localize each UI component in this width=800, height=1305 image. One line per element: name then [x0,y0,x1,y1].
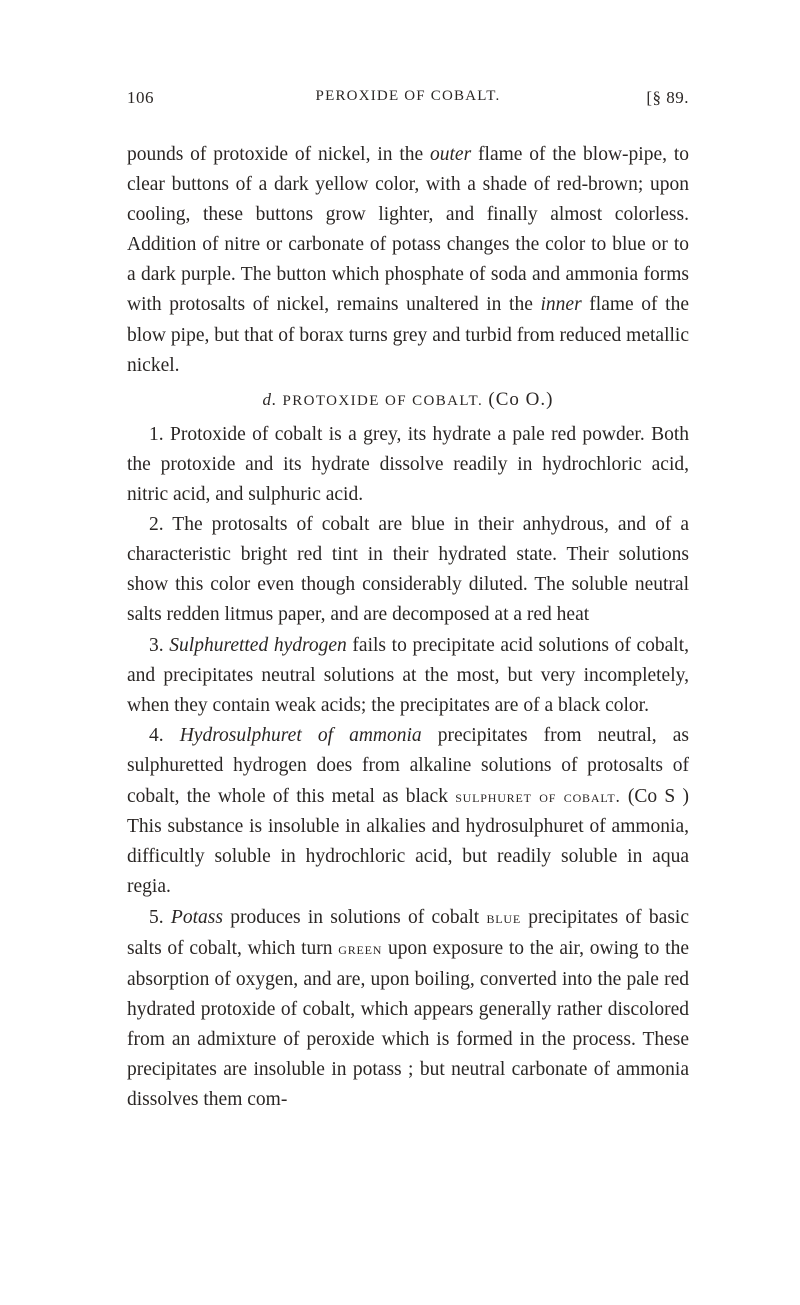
heading-formula: (Co O.) [488,388,554,410]
section-reference: [§ 89. [646,88,689,107]
emphasis-outer: outer [430,144,472,165]
smallcaps-green: green [338,938,383,959]
page-body [127,140,689,1115]
paragraph-5: 5. Potass produces in solutions of cobalt blue precipitates of basic salts of cobalt, which turn green upon exposure to the air, owing to the absorption of oxygen, and are, upon boiling, converted into the pale red hydrated protoxide of cobalt, which appears generally rather discolored from an admixture of peroxide which is formed in the process. These precipitates are insoluble in potass ; but neutral carbonate of ammonia dissolves them com- [127,907,689,1110]
emphasis-inner: inner [540,294,582,316]
paragraph-2: 2. The protosalts of cobalt are blue in their anhydrous, and of a characteristic bright red tint in their hydrated state. Their solutions show this color even though considerably diluted. The soluble neutral salts redden litmus paper, and are decomposed at a red heat [127,514,689,626]
paragraph-3: 3. Sulphuretted hydrogen fails to precipitate acid solutions of cobalt, and precipitates neutral solutions at the most, but very incompletely, when they contain weak acids; the precipitates are of a black color. [127,634,689,716]
smallcaps-sulphuret: sulphuret of cobalt. [455,785,621,806]
paragraph-4: 4. Hydrosulphuret of ammonia precipitates from neutral, as sulphuretted hydrogen does from alkaline solutions of protosalts of cobalt, the whole of this metal as black sulphuret of cobalt. (Co S ) This substance is insoluble in alkalies and hydrosulphuret of ammonia, difficultly soluble in hydrochloric acid, but readily soluble in aqua regia. [127,724,689,898]
heading-title: PROTOXIDE OF COBALT. [282,392,484,409]
smallcaps-blue: blue [486,907,521,928]
paragraph-continuation: pounds of protoxide of nickel, in the outer flame of the blow-pipe, to clear buttons of a dark yellow color, with a shade of red-brown; upon cooling, these buttons grow lighter, and finally almost colorless. Addition of nitre or carbonate of potass changes the color to blue or to a dark purple. The button which phosphate of soda and ammonia forms with protosalts of nickel, remains unaltered in the inner flame of the blow pipe, but that of borax turns grey and turbid from reduced metallic nickel. [127,144,689,376]
paragraph-1: 1. Protoxide of cobalt is a grey, its hydrate a pale red powder. Both the protoxide and its hydrate dissolve readily in hydrochloric acid, nitric acid, and sulphuric acid. [127,423,689,506]
page-number: 106 [127,88,154,107]
section-heading [127,385,689,416]
running-title: PEROXIDE OF COBALT. [315,88,501,104]
emphasis-potass: Potass [170,907,223,929]
emphasis-hydrosulphuret: Hydrosulphuret of ammonia [179,724,422,746]
emphasis-sulphuretted-hydrogen: Sulphuretted hydrogen [169,634,347,656]
running-header [127,88,689,110]
heading-letter: d. [262,389,278,409]
